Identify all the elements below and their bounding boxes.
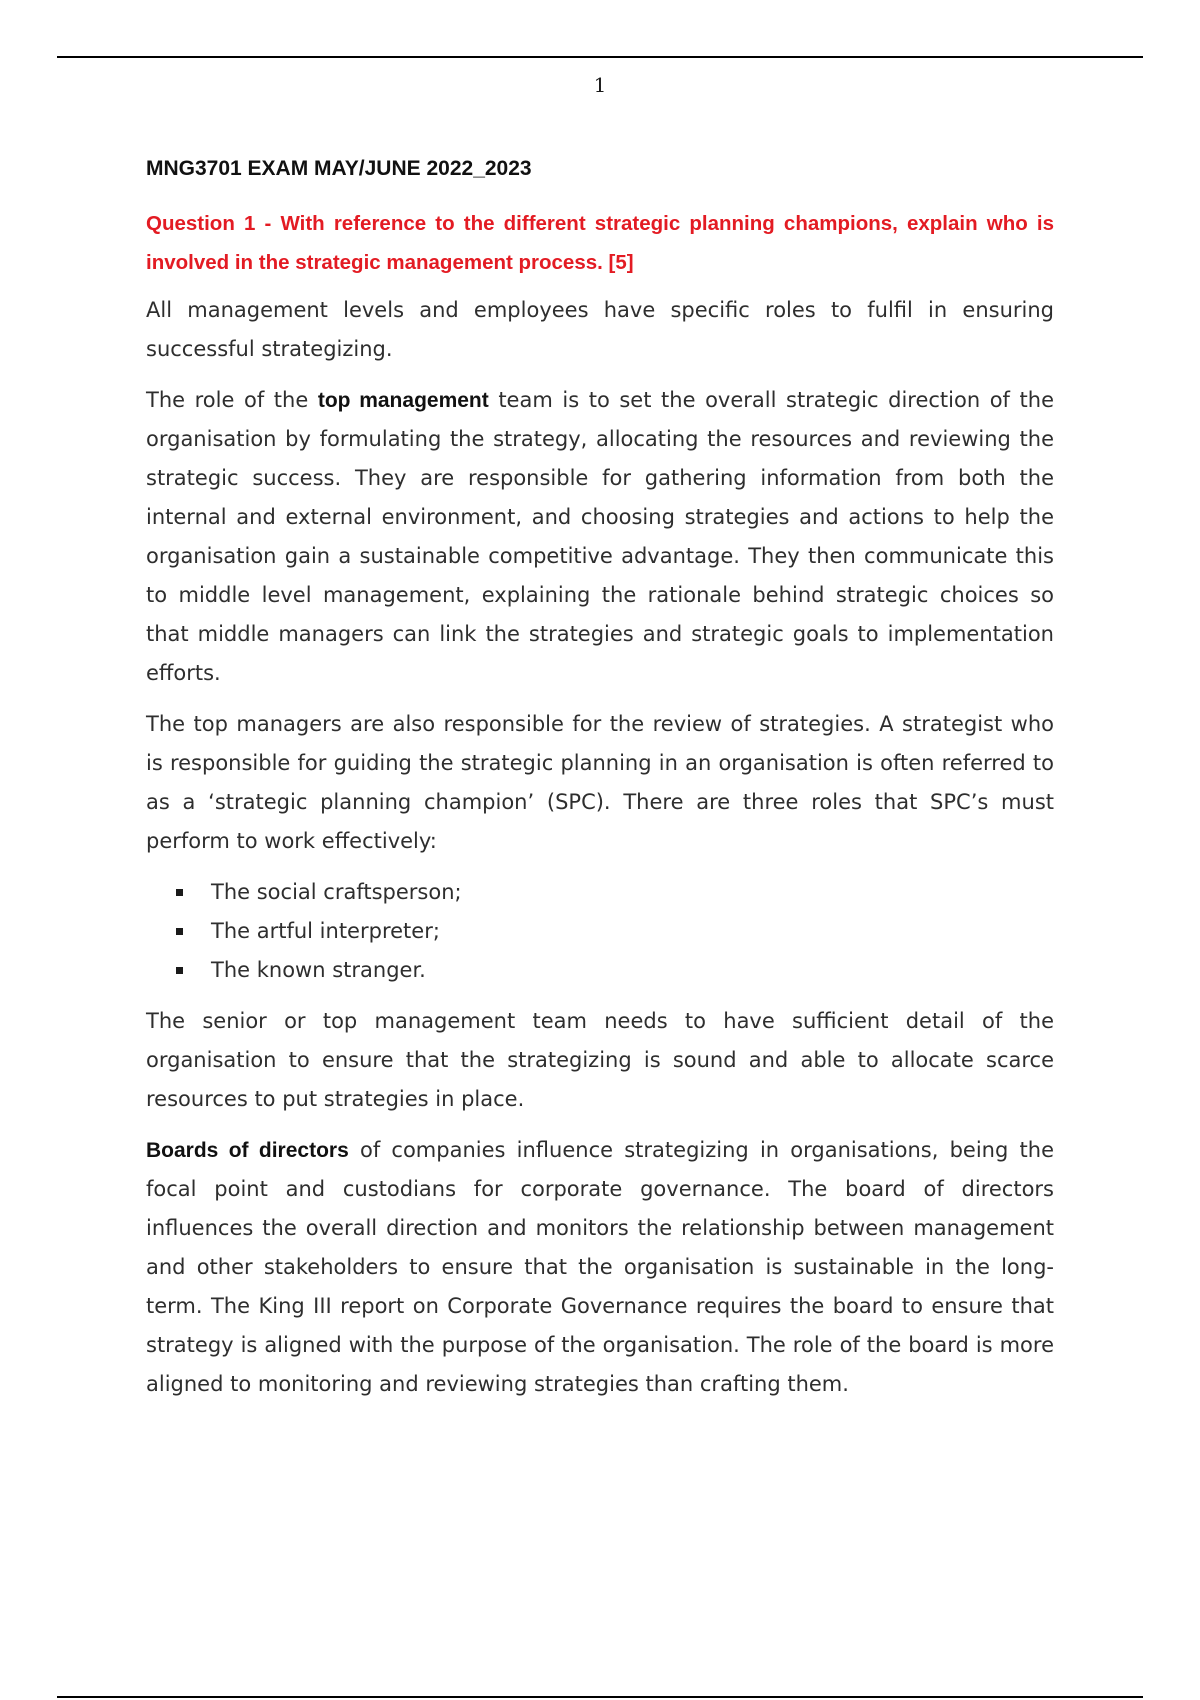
- list-item-text: The social craftsperson;: [211, 880, 462, 904]
- exam-title: MNG3701 EXAM MAY/JUNE 2022_2023: [146, 157, 532, 180]
- paragraph-top-management-pre: The role of the: [146, 388, 318, 412]
- list-item: [146, 912, 1054, 951]
- term-boards-of-directors: Boards of directors: [146, 1139, 349, 1162]
- term-top-management: top management: [317, 389, 489, 412]
- square-bullet-icon: [176, 889, 183, 896]
- list-item-text: The known stranger.: [211, 958, 426, 982]
- square-bullet-icon: [176, 967, 183, 974]
- header-rule: [57, 56, 1143, 58]
- paragraph-board: [146, 1131, 1054, 1404]
- footer-rule: [57, 1696, 1143, 1698]
- paragraph-top-management-post: team is to set the overall strategic direction of the organisation by formulating the strategy, allocating the resources and reviewing the strategic success. They are responsible for gathering information from both the internal and external environment, and choosing strategies and actions to help the organisation gain a sustainable competitive advantage. They then communicate this to middle level management, explaining the rationale behind strategic choices so that middle managers can link the strategies and strategic goals to implementation efforts.: [146, 388, 1054, 685]
- list-item: [146, 873, 1054, 912]
- paragraph-top-management: [146, 381, 1054, 693]
- question-1: Question 1 - With reference to the different strategic planning champions, explain who is involved in the strategic management process. [5]: [146, 212, 1054, 274]
- list-item-text: The artful interpreter;: [211, 919, 440, 943]
- list-item: [146, 951, 1054, 990]
- square-bullet-icon: [176, 928, 183, 935]
- spc-roles-list: [146, 873, 1054, 990]
- paragraph-board-post: of companies influence strategizing in organisations, being the focal point and custodians for corporate governance. The board of directors influences the overall direction and monitors the relationship between management and other stakeholders to ensure that the organisation is sustainable in the long-term. The King III report on Corporate Governance requires the board to ensure that strategy is aligned with the purpose of the organisation. The role of the board is more aligned to monitoring and reviewing strategies than crafting them.: [146, 1138, 1054, 1396]
- document-body: [146, 152, 1054, 1416]
- page-number: 1: [593, 73, 607, 97]
- paragraph-spc: The top managers are also responsible for the review of strategies. A strategist who is responsible for guiding the strategic planning in an organisation is often referred to as a ‘strategic planning champion’ (SPC). There are three roles that SPC’s must perform to work effectively:: [146, 712, 1054, 853]
- paragraph-intro: All management levels and employees have specific roles to fulfil in ensuring successful strategizing.: [146, 298, 1054, 361]
- paragraph-senior-management: The senior or top management team needs to have sufficient detail of the organisation to ensure that the strategizing is sound and able to allocate scarce resources to put strategies in place.: [146, 1009, 1054, 1111]
